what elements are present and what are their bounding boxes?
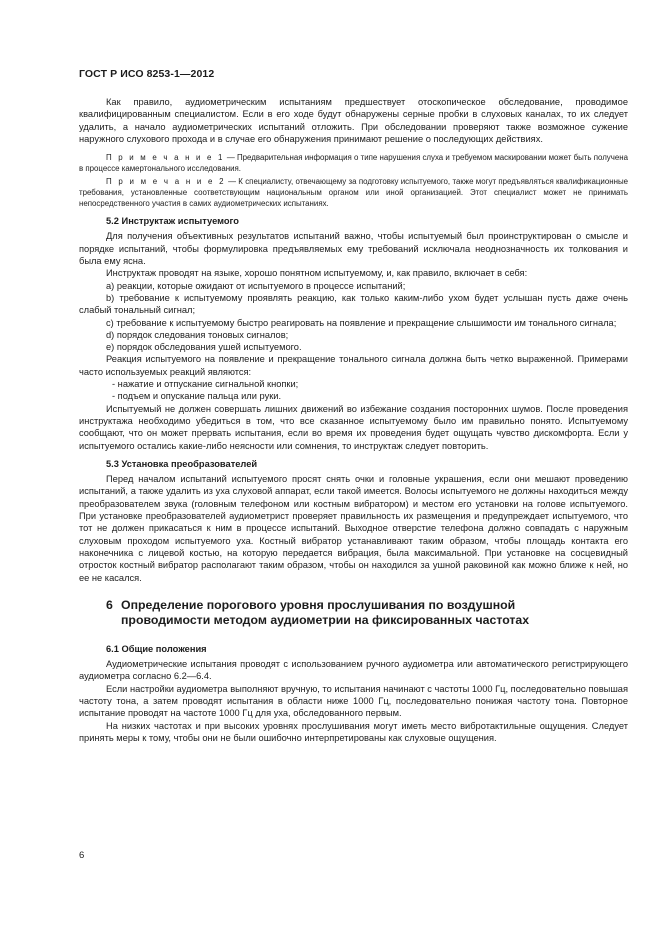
intro-paragraph: Как правило, аудиометрическим испытаниям предшествует отоскопическое обследование, проводимое квалифицированным специалистом. Если в его ходе будут обнаружены серные пробки в слуховых каналах, то их следует удалить, а начало аудиометрических испытаний отложить. При обследовании проверяют также возможное сужение наружного слухового прохода и в случае его обнаружения принимают решение о последующих действиях. [79, 97, 628, 144]
standard-header: ГОСТ Р ИСО 8253-1—2012 [79, 68, 215, 80]
paragraph: Перед началом испытаний испытуемого просят снять очки и головные украшения, если они мешают проведению испытаний, а также удалить из уха слуховой аппарат, если такой имеется. Волосы испытуемого не должны находиться между преобразователем звука (головным телефоном или костным вибратором) и местом его установки на голове испытуемого. При установке преобразователей аудиометрист проверяет правильность их размещения и предупреждает испытуемого, что тот не должен прикасаться к ним в процессе испытаний. Выходное отверстие телефона должно совпадать с наружным слуховым проходом испытуемого уха. Костный вибратор устанавливают таким образом, чтобы площадь контакта его наконечника с лицевой костью, на которую передается вибрация, была максимальной. При установке на сосцевидный отросток костный вибратор располагают таким образом, чтобы он находился за ушной раковиной как можно ближе к ней, но ее не касался. [79, 474, 628, 583]
paragraph: Инструктаж проводят на языке, хорошо понятном испытуемому, и, как правило, включает в себя: [106, 268, 528, 279]
paragraph: Реакция испытуемого на появление и прекращение тонального сигнала должна быть четко выраженной. Примерами часто используемых реакций являются: [79, 354, 628, 377]
dash-item: - нажатие и отпускание сигнальной кнопки; [112, 379, 299, 390]
list-item: b) требование к испытуемому проявлять реакцию, как только каким-либо ухом будет услышан пусть даже очень слабый тональный сигнал; [79, 292, 628, 316]
note-2-label: П р и м е ч а н и е 2 [106, 177, 226, 187]
note-2 [79, 176, 628, 209]
note-1-text: — Предварительная информация о типе нарушения слуха и требуемом маскировании может быть получена в процессе камертонального исследования. [79, 153, 628, 174]
chapter-title-line-1: Определение порогового уровня прослушивания по воздушной [121, 597, 516, 612]
chapter-title-line-2: проводимости методом аудиометрии на фиксированных частотах [121, 613, 530, 628]
chapter-number: 6 [106, 597, 113, 612]
paragraph: Если настройки аудиометра выполняют вручную, то испытания начинают с частоты 1000 Гц, последовательно повышая частоту тона, а затем проводят испытания в области ниже 1000 Гц, последовательно понижая частоту тона. Повторное испытание проводят на частоте 1000 Гц для уха, обследованного первым. [79, 683, 628, 719]
page-body [79, 96, 628, 744]
paragraph: На низких частотах и при высоких уровнях прослушивания могут иметь место вибротактильные ощущения. Следует принять меры к тому, чтобы они не были ошибочно интерпретированы как слуховые ощущения. [79, 720, 628, 743]
note-1-label: П р и м е ч а н и е 1 [106, 153, 225, 163]
section-heading-6-1: 6.1 Общие положения [106, 643, 207, 654]
page-number: 6 [79, 850, 85, 861]
section-heading-5-2: 5.2 Инструктаж испытуемого [106, 216, 239, 227]
paragraph: Испытуемый не должен совершать лишних движений во избежание создания посторонних шумов. После проведения инструктажа необходимо убедиться в том, что все сказанное испытуемому было им правильно понято. Испытуемому сообщают, что он может прервать испытания, если во время их проведения будет ощущать чувство дискомфорта. Если у испытуемого остались какие-либо неясности или сомнения, то инструктаж следует повторить. [79, 403, 628, 451]
paragraph: Аудиометрические испытания проводят с использованием ручного аудиометра или автоматического регистрирующего аудиометра согласно 6.2—6.4. [79, 659, 628, 682]
section-heading-5-3: 5.3 Установка преобразователей [106, 458, 258, 469]
note-2-text: — К специалисту, отвечающему за подготовку испытуемого, также могут предъявляться квалификационные требования, установленные соответствующим национальным органом или иной организацией. Этот специалист может не принимать непосредственного участия в самих аудиометрических испытаниях. [79, 177, 628, 209]
dash-item: - подъем и опускание пальца или руки. [112, 391, 282, 402]
list-item: c) требование к испытуемому быстро реагировать на появление и прекращение слышимости им тонального сигнала; [106, 317, 617, 328]
chapter-heading-6 [79, 598, 628, 629]
list-item: d) порядок следования тоновых сигналов; [106, 329, 289, 340]
list-item: а) реакции, которые ожидают от испытуемого в процессе испытаний; [106, 280, 406, 291]
paragraph: Для получения объективных результатов испытаний важно, чтобы испытуемый был проинструктирован о смысле и порядке испытаний, чтобы формулировка предъявляемых ему требований исключала неоднозначность их толкования и была ему ясна. [79, 231, 628, 267]
note-1 [79, 152, 628, 174]
list-item: e) порядок обследования ушей испытуемого. [106, 342, 302, 353]
